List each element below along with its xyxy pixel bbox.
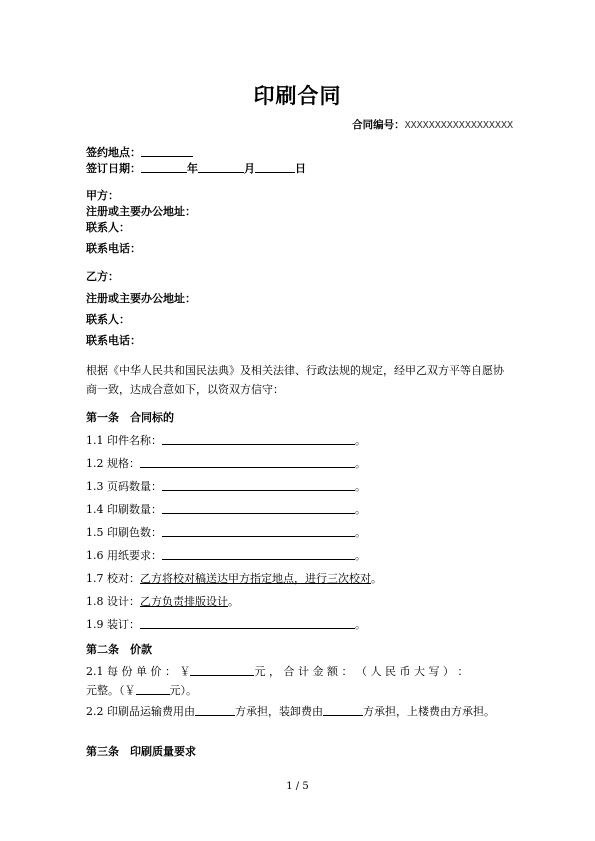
preamble: 根据《中华人民共和国民法典》及相关法律、行政法规的规定，经甲乙双方平等自愿协商一致，达成合意如下，以资双方信守： (86, 364, 504, 396)
sign-date: 签订日期： 年 月 日 (86, 162, 306, 175)
party-a-label: 甲方： (86, 189, 119, 202)
page-number: 1 / 5 (286, 781, 309, 792)
item-1-2: 1.2 规格： 。 (86, 457, 366, 470)
party-a-contact-label: 联系人： (86, 221, 130, 234)
contract-number-label: 合同编号： (352, 119, 405, 131)
item-1-1: 1.1 印件名称： 。 (86, 434, 366, 447)
item-1-4: 1.4 印刷数量： 。 (86, 503, 366, 516)
party-b-contact-label: 联系人： (86, 313, 130, 326)
design-text: 乙方负责排版设计 (140, 595, 228, 608)
proofing-text: 乙方将校对稿送达甲方指定地点，进行三次校对 (140, 572, 371, 585)
sign-place (86, 144, 193, 160)
item-1-7: 1.7 校对：乙方将校对稿送达甲方指定地点，进行三次校对。 (86, 572, 382, 585)
party-b-label: 乙方： (86, 270, 119, 283)
item-1-8: 1.8 设计：乙方负责排版设计。 (86, 595, 239, 608)
article-2-title: 第二条 价款 (86, 643, 152, 656)
item-1-9: 1.9 装订： 。 (86, 618, 366, 631)
price-clause: 2.1 每 份 单 价 ： ￥ 元 ， 合 计 金 额 ： （ 人 民 币 大 写 ） ： 元整。（￥ 元）。 (86, 665, 469, 697)
article-1-title: 第一条 合同标的 (86, 411, 174, 424)
sign-date-label: 签订日期： (86, 162, 141, 175)
contract-number-value: XXXXXXXXXXXXXXXXXX (404, 120, 513, 131)
sign-place-blank (141, 145, 193, 157)
party-b-phone-label: 联系电话： (86, 334, 141, 347)
article-3-title: 第三条 印刷质量要求 (86, 745, 196, 758)
party-a-phone-label: 联系电话： (86, 242, 141, 255)
document-title: 印刷合同 (253, 84, 342, 108)
item-1-5: 1.5 印刷色数： 。 (86, 526, 366, 539)
sign-place-label: 签约地点： (86, 146, 141, 159)
transport-clause: 2.2 印刷品运输费用由 方承担，装卸费由 方承担，上楼费由方承担。 (86, 705, 495, 718)
contract-number (352, 117, 513, 132)
party-b-address-label: 注册或主要办公地址： (86, 292, 196, 305)
item-1-6: 1.6 用纸要求： 。 (86, 549, 366, 562)
party-a-address-label: 注册或主要办公地址： (86, 205, 196, 218)
item-1-3: 1.3 页码数量： 。 (86, 480, 366, 493)
